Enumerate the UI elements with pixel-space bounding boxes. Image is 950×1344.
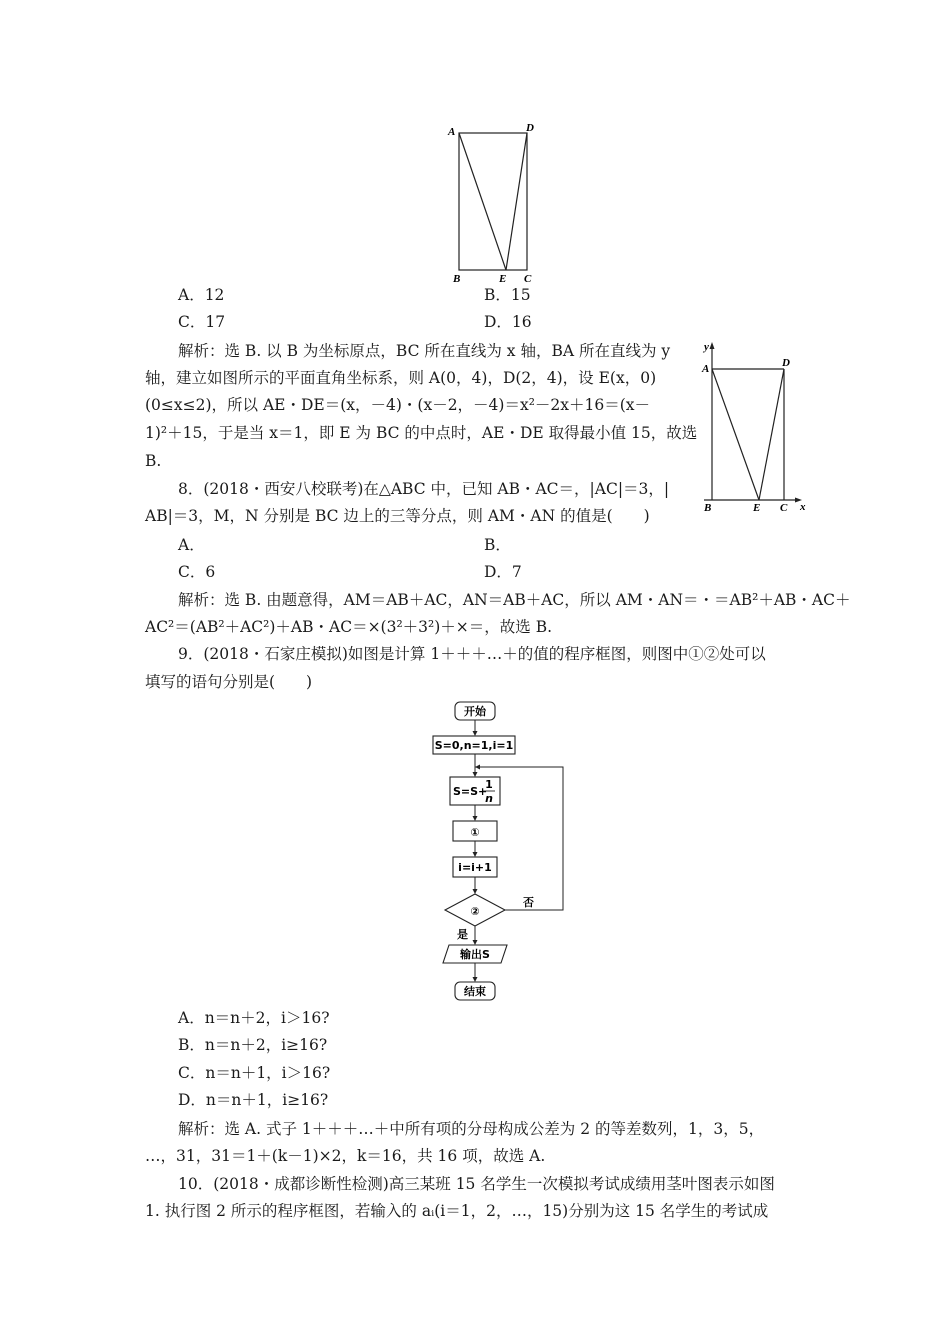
label-x: x [800,501,806,513]
q9-solution-line-1: 解析：选 A. 式子 1＋＋＋…＋中所有项的分母构成公差为 2 的等差数列，1，3，5， [178,1120,765,1138]
accumulate-label: S=S+ [453,785,488,798]
label-b: B [453,273,461,283]
q9-stem-line-2: 填写的语句分别是( ) [145,673,313,691]
rectangle-figure [440,118,550,283]
segment-de [506,133,527,270]
start-label: 开始 [464,705,486,718]
blank-2-label: ② [470,905,480,918]
label-a: A [448,126,456,138]
q8-option-d: D．7 [484,563,522,581]
q9-option-a: A．n＝n＋2，i＞16? [178,1009,330,1027]
q7-option-c: C．17 [178,313,226,331]
label-y: y [704,341,709,353]
arrow-head [473,852,478,857]
q7-option-b: B．15 [484,286,531,304]
arrow-head [473,731,478,736]
q7-solution-line-4: 1)²＋15，于是当 x＝1，即 E 为 BC 的中点时，AE・DE 取得最小值 15，故选 [145,424,698,442]
q8-stem-line-1: 8．(2018・西安八校联考)在△ABC 中，已知 AB・AC＝，|AC|＝3，| [178,480,670,498]
q8-option-a: A． [178,536,205,554]
fraction-numerator: 1 [485,778,493,791]
q10-stem-line-2: 1. 执行图 2 所示的程序框图，若输入的 aᵢ(i＝1，2，…，15)分别为这 15 名学生的考试成 [145,1202,769,1220]
arrow-head [473,889,478,894]
fraction-denominator: n [485,792,493,805]
q8-solution-line-1: 解析：选 B. 由题意得，AM＝AB＋AC，AN＝AB＋AC，所以 AM・AN＝・＝AB²＋AB・AC＋ [178,591,851,609]
arrow-head [475,765,480,770]
init-label: S=0,n=1,i=1 [434,739,514,752]
segment-ae [459,133,506,270]
q8-option-c: C．6 [178,563,216,581]
q9-stem-line-1: 9．(2018・石家庄模拟)如图是计算 1＋＋＋…＋的值的程序框图，则图中①②处可以 [178,645,766,663]
arrow-head [473,772,478,777]
increment-label: i=i+1 [458,861,492,874]
q9-solution-line-2: …，31，31＝1＋(k－1)×2，k＝16，共 16 项，故选 A. [145,1147,546,1165]
q7-solution-line-3: (0≤x≤2)，所以 AE・DE＝(x，－4)・(x－2，－4)＝x²－2x＋16＝(x－ [145,396,651,414]
output-label: 输出S [460,948,490,961]
label-d: D [782,357,790,369]
q9-option-b: B．n＝n＋2，i≥16? [178,1036,328,1054]
blank-1-label: ① [470,826,480,839]
q7-solution-line-1: 解析：选 B. 以 B 为坐标原点，BC 所在直线为 x 轴，BA 所在直线为 y [178,342,671,360]
label-e: E [753,502,761,514]
label-c: C [524,273,532,283]
label-a: A [702,363,710,375]
label-e: E [499,273,507,283]
q7-option-d: D．16 [484,313,532,331]
q10-stem-line-1: 10．(2018・成都诊断性检测)高三某班 15 名学生一次模拟考试成绩用茎叶图表示如图 [178,1175,775,1193]
q8-option-b: B． [484,536,511,554]
q7-option-a: A．12 [178,286,225,304]
y-axis-arrow [710,342,715,349]
arrow-head [473,940,478,945]
q7-solution-line-5: B. [145,452,162,470]
segment-ae [712,369,759,500]
label-c: C [780,502,788,514]
program-flowchart [420,698,600,1006]
no-label: 否 [523,896,534,909]
q8-stem-line-2: AB|＝3，M，N 分别是 BC 边上的三等分点，则 AM・AN 的值是( ) [145,507,650,525]
q8-solution-line-2: AC²＝(AB²＋AC²)＋AB・AC＝×(3²＋3²)＋×＝，故选 B. [145,618,553,636]
q9-option-c: C．n＝n＋1，i＞16? [178,1064,331,1082]
arrow-head [473,977,478,982]
segment-de [759,369,784,500]
label-b: B [704,502,712,514]
coordinate-figure [700,338,810,518]
yes-label: 是 [457,928,468,941]
end-label: 结束 [464,985,486,998]
arrow-head [473,816,478,821]
label-d: D [526,122,534,134]
q9-option-d: D．n＝n＋1，i≥16? [178,1091,329,1109]
q7-solution-line-2: 轴，建立如图所示的平面直角坐标系，则 A(0，4)，D(2，4)，设 E(x，0) [145,369,657,387]
